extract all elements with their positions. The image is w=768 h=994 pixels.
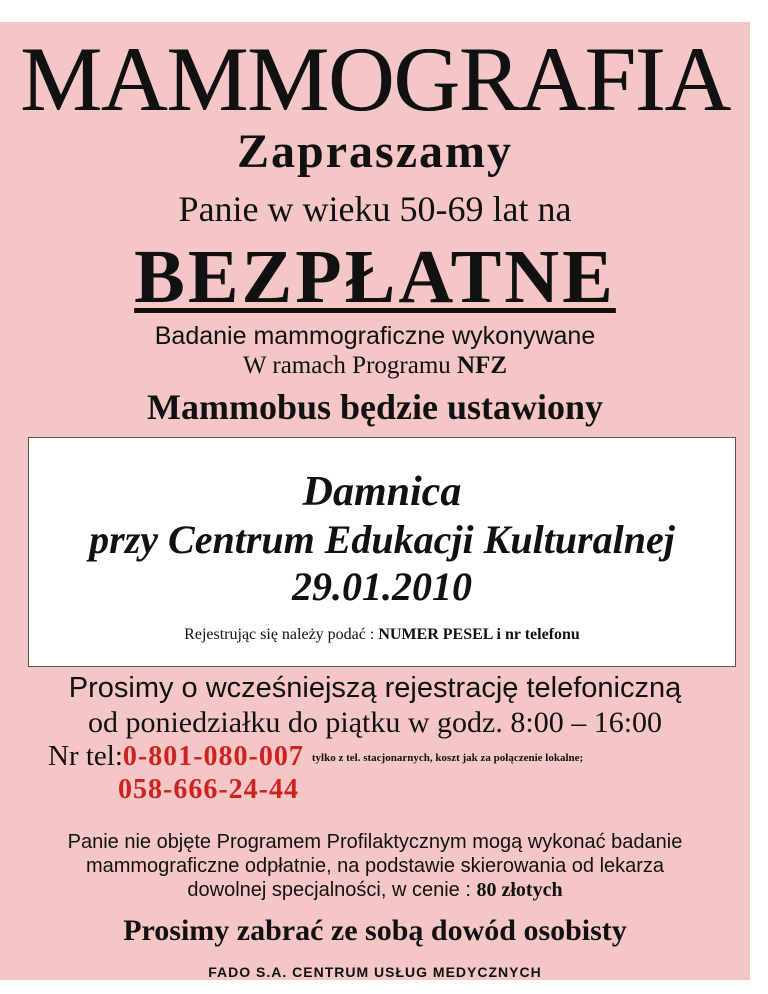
description-line-2 — [0, 352, 750, 380]
location-venue: przy Centrum Edukacji Kulturalnej — [89, 517, 675, 562]
mammobus-heading: Mammobus będzie ustawiony — [146, 387, 604, 427]
phone-line — [48, 740, 583, 773]
registration-requirements-bold: NUMER PESEL i nr telefonu — [378, 626, 580, 643]
paid-info-text: Panie nie objęte Programem Profilaktycznym mogą wykonać badanie mammograficzne odpłatnie, na podstawie skierowania od lekarza dowolnej specjalności, w cenie : — [67, 831, 683, 901]
poster-title: MAMMOGRAFIA — [20, 28, 730, 130]
registration-line-2: od poniedziałku do piątku w godz. 8:00 – 16:00 — [87, 706, 663, 739]
nfz-label: NFZ — [457, 352, 508, 379]
age-line: Panie w wieku 50-69 lat na — [178, 189, 572, 229]
location-date: 29.01.2010 — [292, 564, 472, 609]
phone-number-1-note: tylko z tel. stacjonarnych, koszt jak za połączenie lokalne; — [311, 752, 584, 764]
poster — [0, 22, 750, 980]
description-line-2-text: W ramach Programu — [242, 352, 458, 379]
location-place: Damnica — [302, 469, 462, 515]
description-line-1: Badanie mammograficzne wykonywane — [154, 322, 596, 350]
phone-label: Nr tel: — [48, 740, 123, 772]
paid-info-price: 80 złotych — [476, 879, 563, 901]
free-heading — [0, 234, 750, 321]
footer: FADO S.A. CENTRUM USŁUG MEDYCZNYCH — [208, 964, 542, 980]
registration-requirements — [29, 626, 735, 644]
phone-number-2: 058-666-24-44 — [118, 774, 299, 805]
phone-number-1: 0-801-080-007 — [122, 741, 304, 772]
invite-heading: Zapraszamy — [237, 125, 513, 178]
registration-line-1: Prosimy o wcześniejszą rejestrację telefoniczną — [68, 672, 682, 704]
paid-info — [60, 830, 690, 902]
free-text: BEZPŁATNE — [134, 235, 616, 319]
registration-requirements-text: Rejestrując się należy podać : — [184, 626, 379, 643]
location-box — [28, 437, 736, 667]
id-notice: Prosimy zabrać ze sobą dowód osobisty — [123, 914, 627, 947]
